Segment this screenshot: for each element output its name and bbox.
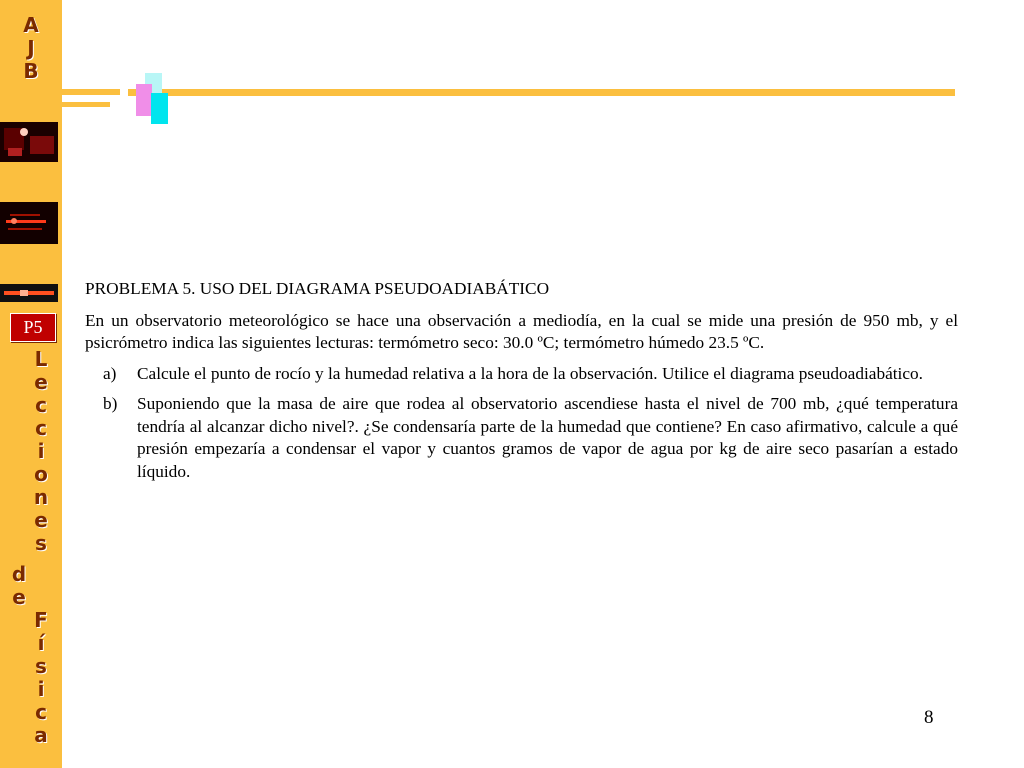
question-item-b bbox=[103, 393, 958, 483]
lab-photo-thumbnail bbox=[0, 122, 58, 162]
header-rule-left bbox=[62, 89, 120, 95]
problem-statement: En un observatorio meteorológico se hace una observación a mediodía, en la cual se mide una presión de 950 mb, y el psicrómetro indica las siguientes lecturas: termómetro seco: 30.0 ºC; termómetro húmedo 23.5 ºC. bbox=[85, 310, 958, 352]
title-letter: s bbox=[35, 531, 47, 555]
problem-badge: P5 bbox=[10, 313, 56, 342]
slide-content bbox=[85, 278, 958, 491]
vertical-title-de bbox=[6, 563, 32, 609]
logo-letter: J bbox=[27, 36, 35, 60]
title-letter: c bbox=[35, 416, 47, 440]
laser-photo-thumbnail bbox=[0, 202, 58, 244]
page-number: 8 bbox=[924, 707, 934, 728]
title-letter: o bbox=[34, 462, 48, 486]
title-letter: e bbox=[12, 585, 26, 609]
title-letter: F bbox=[34, 608, 48, 632]
question-item-a bbox=[103, 363, 958, 386]
question-label: b) bbox=[103, 394, 118, 413]
title-letter: s bbox=[35, 654, 47, 678]
spectrum-photo-thumbnail bbox=[0, 284, 58, 302]
title-letter: c bbox=[35, 393, 47, 417]
vertical-title-fisica bbox=[28, 609, 54, 747]
logo-letter: A bbox=[23, 13, 39, 37]
problem-title: PROBLEMA 5. USO DEL DIAGRAMA PSEUDOADIABÁTICO bbox=[85, 279, 550, 298]
title-letter: i bbox=[37, 677, 45, 701]
title-letter: i bbox=[37, 439, 45, 463]
title-letter: c bbox=[35, 700, 47, 724]
sidebar bbox=[0, 0, 62, 768]
logo-letter: B bbox=[23, 59, 39, 83]
title-letter: a bbox=[34, 723, 48, 747]
decorative-square-cyan bbox=[151, 93, 168, 124]
laser-photo-image bbox=[0, 202, 58, 244]
question-text: Calcule el punto de rocío y la humedad relativa a la hora de la observación. Utilice el diagrama pseudoadiabático. bbox=[137, 363, 923, 383]
spectrum-photo-image bbox=[0, 284, 58, 302]
ajb-logo bbox=[16, 14, 46, 83]
title-letter: L bbox=[34, 347, 48, 371]
lab-photo-image bbox=[0, 122, 58, 162]
question-label: a) bbox=[103, 363, 117, 383]
title-letter: n bbox=[33, 485, 49, 509]
header-rule bbox=[128, 89, 955, 96]
title-letter: e bbox=[34, 508, 48, 532]
decorative-square-pink bbox=[136, 84, 152, 116]
header-rule-left-lower bbox=[62, 102, 110, 107]
vertical-title-lecciones bbox=[28, 348, 54, 555]
title-letter: e bbox=[34, 370, 48, 394]
title-letter: d bbox=[11, 562, 27, 586]
title-letter: í bbox=[37, 631, 45, 655]
question-text: Suponiendo que la masa de aire que rodea al observatorio ascendiese hasta el nivel de 700 mb, ¿qué temperatura tendría al alcanzar dicho nivel?. ¿Se condensaría parte de la humedad que contiene? En caso afirmativo, calcule a qué presión empezaría a condensar el vapor y cuantos gramos de vapor de agua por kg de aire seco pasarían a estado líquido. bbox=[137, 394, 958, 481]
